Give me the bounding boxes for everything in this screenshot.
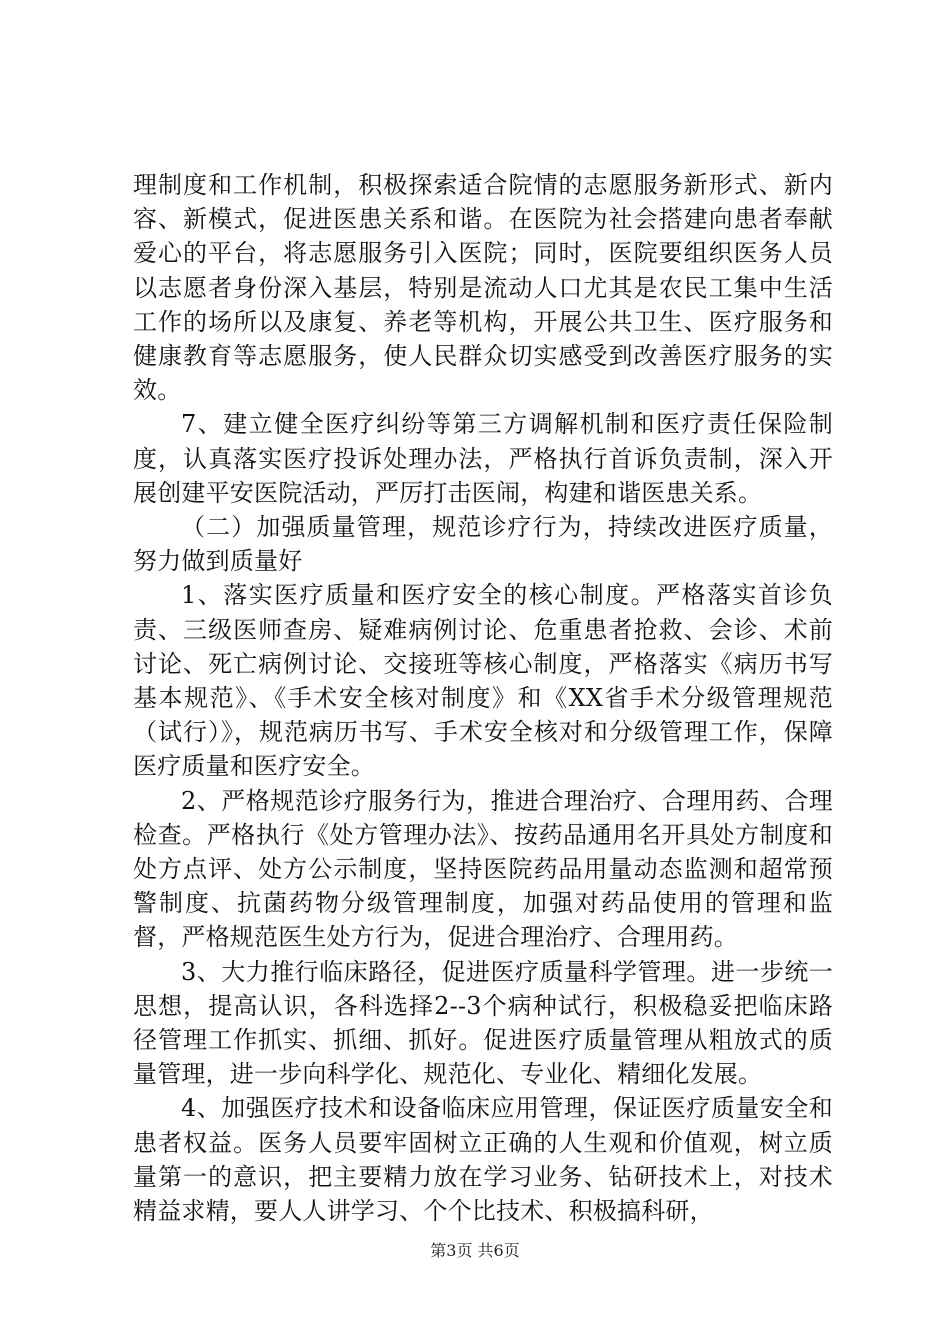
paragraph-item-2: 2、严格规范诊疗服务行为，推进合理治疗、合理用药、合理检查。严格执行《处方管理办法》、按药品通用名开具处方制度和处方点评、处方公示制度，坚持医院药品用量动态监测和超常预警制度、抗菌药物分级管理制度，加强对药品使用的管理和监督，严格规范医生处方行为，促进合理治疗、合理用药。: [133, 786, 833, 952]
paragraph-continuation: 理制度和工作机制，积极探索适合院情的志愿服务新形式、新内容、新模式，促进医患关系和谐。在医院为社会搭建向患者奉献爱心的平台，将志愿服务引入医院；同时，医院要组织医务人员以志愿者身份深入基层，特别是流动人口尤其是农民工集中生活工作的场所以及康复、养老等机构，开展公共卫生、医疗服务和健康教育等志愿服务，使人民群众切实感受到改善医疗服务的实效。: [133, 171, 833, 405]
section-heading-2: （二）加强质量管理，规范诊疗行为，持续改进医疗质量，努力做到质量好: [133, 513, 833, 576]
paragraph-item-3: 3、大力推行临床路径，促进医疗质量科学管理。进一步统一思想，提高认识，各科选择2--3个病种试行，积极稳妥把临床路径管理工作抓实、抓细、抓好。促进医疗质量管理从粗放式的质量管理，进一步向科学化、规范化、专业化、精细化发展。: [133, 957, 833, 1089]
document-body: [133, 168, 833, 1228]
page-footer: 第3页 共6页: [430, 1241, 520, 1260]
paragraph-item-1: 1、落实医疗质量和医疗安全的核心制度。严格落实首诊负责、三级医师查房、疑难病例讨论、危重患者抢救、会诊、术前讨论、死亡病例讨论、交接班等核心制度，严格落实《病历书写基本规范》、《手术安全核对制度》和《XX省手术分级管理规范（试行）》，规范病历书写、手术安全核对和分级管理工作，保障医疗质量和医疗安全。: [133, 581, 833, 781]
paragraph-item-7: 7、建立健全医疗纠纷等第三方调解机制和医疗责任保险制度，认真落实医疗投诉处理办法，严格执行首诉负责制，深入开展创建平安医院活动，严厉打击医闹，构建和谐医患关系。: [133, 410, 833, 507]
paragraph-item-4: 4、加强医疗技术和设备临床应用管理，保证医疗质量安全和患者权益。医务人员要牢固树立正确的人生观和价值观，树立质量第一的意识，把主要精力放在学习业务、钻研技术上，对技术精益求精，要人人讲学习、个个比技术、积极搞科研，: [133, 1094, 833, 1226]
